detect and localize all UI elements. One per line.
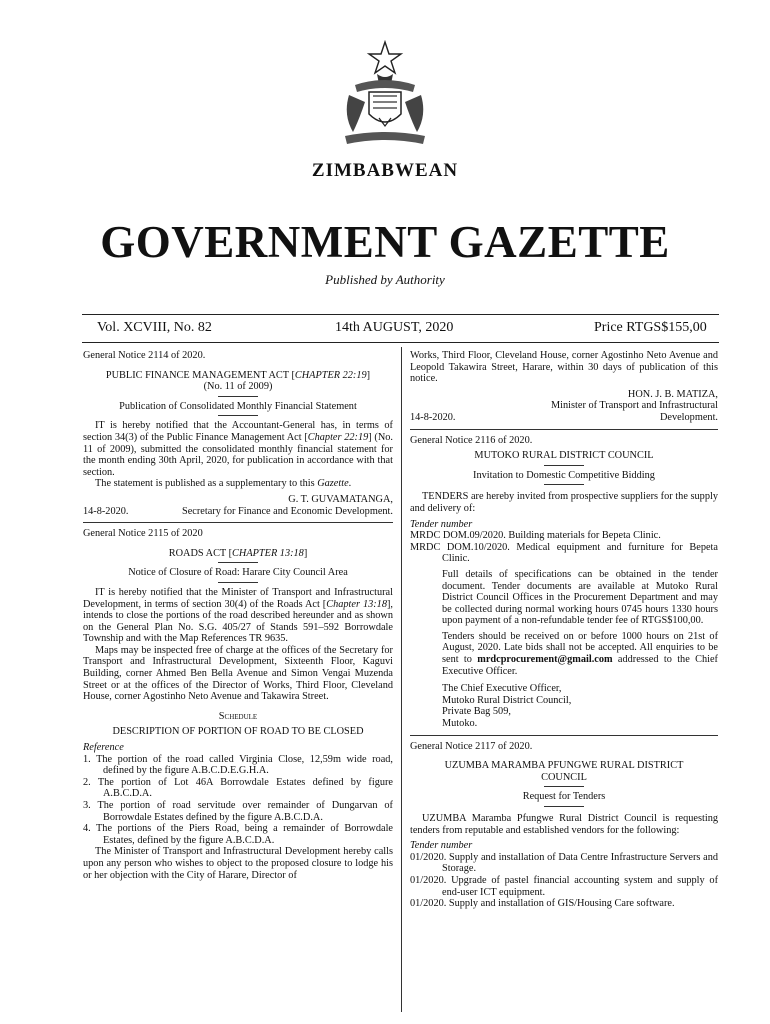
schedule-label: Schedule [218, 710, 258, 722]
contact-address: The Chief Executive Officer, Mutoko Rural District Council, Private Bag 509, Mutoko. [442, 683, 572, 730]
notice-paragraph: UZUMBA Maramba Pfungwe Rural District Council is requesting tenders from reputable and established vendors for the following: [410, 813, 718, 836]
header-rule-top [82, 314, 719, 315]
tender-item: 01/2020. Upgrade of pastel financial accounting system and supply of end-user ICT equipment. [410, 874, 718, 898]
volume-number: Vol. XCVIII, No. 82 [97, 320, 212, 335]
tender-deadline: Tenders should be received on or before 1000 hours on 21st of August, 2020. Late bids shall not be accepted. All enquiries to be sent to mrdcprocurement@gmail.com addressed to the Chief Executive Officer. [442, 630, 718, 677]
notice-date: 14-8-2020. [410, 411, 456, 423]
schedule-title: DESCRIPTION OF PORTION OF ROAD TO BE CLOSED [112, 726, 364, 738]
signatory-position: Secretary for Finance and Economic Development. [181, 505, 393, 517]
signatory-position: Minister of Transport and Infrastructural [550, 400, 718, 412]
tender-item: MRDC DOM.09/2020. Building materials for Bepeta Clinic. [410, 530, 661, 542]
signatory: HON. J. B. MATIZA, [627, 388, 718, 400]
tender-item: 01/2020. Supply and installation of GIS/Housing Care software. [410, 898, 675, 910]
right-column [410, 350, 718, 910]
council-name: UZUMBA MARAMBA PFUNGWE RURAL DISTRICT COUNCIL [444, 760, 684, 783]
issue-date: 14th AUGUST, 2020 [335, 320, 454, 335]
schedule-item: 1. The portion of the road called Virginia Close, 12,59m wide road, defined by the figure A.B.C.D.E.G.H.A. [83, 753, 393, 777]
notice-paragraph: The statement is published as a supplementary to this Gazette. [95, 478, 352, 490]
notice-number: General Notice 2115 of 2020 [83, 528, 203, 540]
date-position-row [83, 506, 393, 518]
contact-email: mrdcprocurement@gmail.com [477, 654, 613, 666]
gazette-title: GOVERNMENT GAZETTE [100, 217, 670, 267]
notice-heading: Notice of Closure of Road: Harare City Council Area [128, 567, 348, 579]
notice-paragraph: IT is hereby notified that the Minister of Transport and Infrastructural Development, in terms of section 30(4) of the Roads Act [Chapter 13:18], intends to close the portions of the road described hereunder and as shown on the General Plan No. S.G. 405/27 of Stands 591–592 Borrowdale Township and with the Map References TR 9635. [83, 586, 393, 645]
act-title: PUBLIC FINANCE MANAGEMENT ACT [CHAPTER 22:19] [105, 369, 371, 381]
tender-details: Full details of specifications can be obtained in the tender document. Tender documents are available at Mutoko Rural District Council Offices in the Procurement Department and may be collected during normal working hours 0745 hours 1330 hours upon payment of a non-refundable tender fee of RTGS$100,00. [442, 568, 718, 627]
notice-date: 14-8-2020. [83, 505, 129, 517]
tender-number-label: Tender number [410, 840, 473, 852]
notice-paragraph: IT is hereby notified that the Accountant-General has, in terms of section 34(3) of the Public Finance Management Act [Chapter 22:19] (No. 11 of 2009), submitted the consolidated monthly financial statement for the month ending 30th April, 2020, for publication in accordance with that section. [83, 420, 393, 478]
notice-number: General Notice 2114 of 2020. [83, 350, 206, 361]
act-number: (No. 11 of 2009) [203, 381, 273, 393]
reference-label: Reference [83, 742, 124, 754]
notice-number: General Notice 2116 of 2020. [410, 434, 533, 446]
tender-item: MRDC DOM.10/2020. Medical equipment and furniture for Bepeta Clinic. [410, 541, 718, 565]
country-name: ZIMBABWEAN [311, 160, 459, 181]
schedule-item: 3. The portion of road servitude over remainder of Dungarvan of Borrowdale Estates defined by the figure A.B.C.D.A. [83, 800, 393, 823]
notice-paragraph: Maps may be inspected free of charge at the offices of the Secretary for Transport and Infrastructural Development, Sixteenth Floor, Kaguvi Building, corner Ahmed Ben Bella Avenue and Simon Vengai Muzenda Street or at the offices of the Director of Works, Third Floor, Cleveland House, corner Agostinho Neto Avenue and Takawira Street. [83, 644, 393, 703]
signatory-position: Development. [659, 411, 718, 423]
notice-paragraph: TENDERS are hereby invited from prospective suppliers for the supply and delivery of: [410, 491, 718, 514]
notice-heading: Publication of Consolidated Monthly Financial Statement [119, 400, 357, 412]
notice-heading: Invitation to Domestic Competitive Bidding [473, 469, 655, 481]
column-divider [401, 347, 402, 1012]
date-position-row [410, 412, 718, 424]
tender-number-label: Tender number [410, 518, 473, 530]
notice-paragraph: The Minister of Transport and Infrastructural Development hereby calls upon any person who wishes to object to the proposed closure to lodge his or her objection with the City of Harare, Director of [83, 846, 393, 881]
signatory: G. T. GUVAMATANGA, [288, 493, 393, 505]
left-column [83, 350, 393, 881]
schedule-item: 2. The portion of Lot 46A Borrowdale Estates defined by figure A.B.C.D.A. [83, 776, 393, 800]
council-name: MUTOKO RURAL DISTRICT COUNCIL [474, 450, 654, 462]
act-title: ROADS ACT [CHAPTER 13:18] [168, 547, 308, 559]
header-rule-bottom [82, 342, 719, 343]
issue-price: Price RTGS$155,00 [594, 320, 707, 335]
coat-of-arms-emblem [335, 40, 435, 155]
authority-line: Published by Authority [325, 272, 445, 287]
notice-paragraph: Works, Third Floor, Cleveland House, corner Agostinho Neto Avenue and Leopold Takawira Street, Harare, within 30 days of publication of this notice. [410, 350, 718, 385]
schedule-item: 4. The portions of the Piers Road, being a remainder of Borrowdale Estates, defined by the figure A.B.C.D.A. [83, 823, 393, 846]
notice-number: General Notice 2117 of 2020. [410, 740, 533, 752]
notice-heading: Request for Tenders [522, 791, 606, 803]
tender-item: 01/2020. Supply and installation of Data Centre Infrastructure Servers and Storage. [410, 851, 718, 875]
